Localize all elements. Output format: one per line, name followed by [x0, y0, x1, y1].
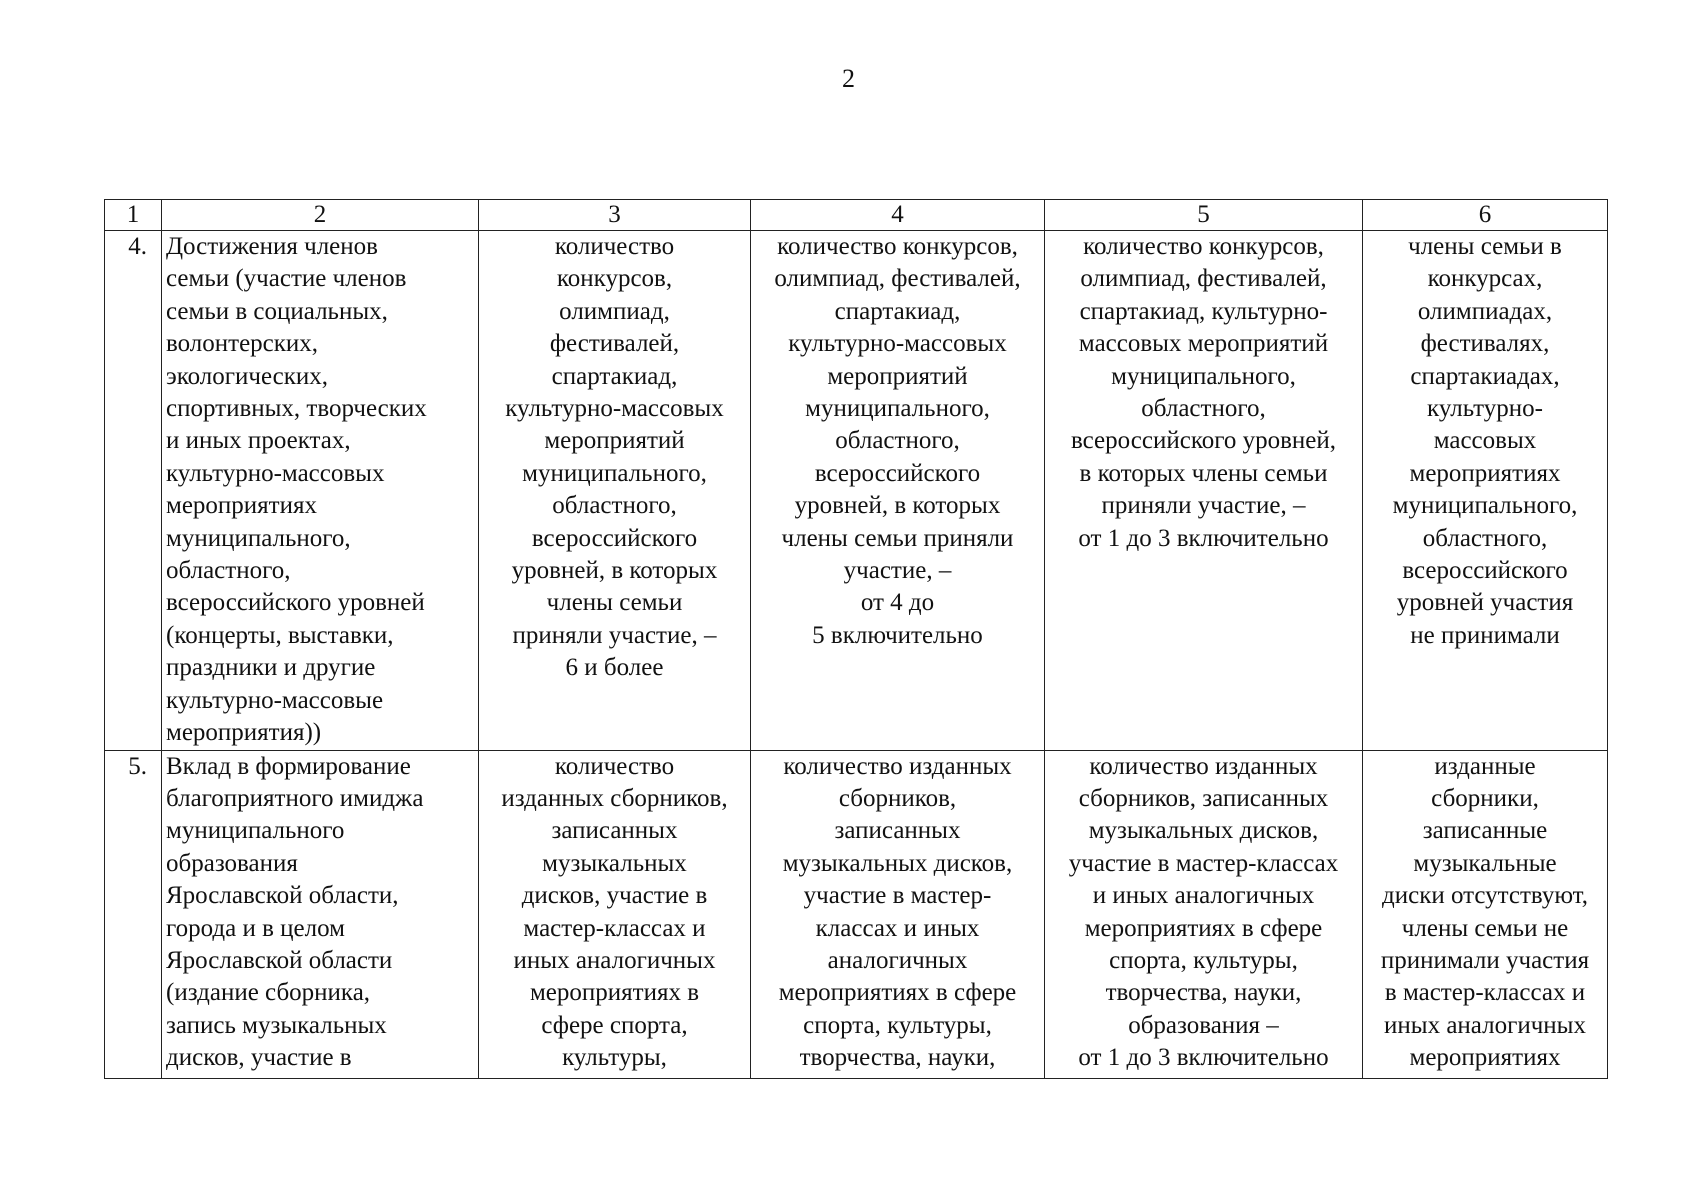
column-number-3: 3 [479, 200, 751, 231]
table-row [105, 231, 1608, 751]
criteria-table-container [104, 199, 1607, 1079]
score-cell-col3: количество конкурсов, олимпиад, фестивалей, спартакиад, культурно-массовых мероприятий муниципального, областного, всероссийского уровней, в которых члены семьи приняли участие, – 6 и более [479, 231, 751, 751]
table-row [105, 750, 1608, 1078]
score-cell-col5: количество изданных сборников, записанных музыкальных дисков, участие в мастер-классах и иных аналогичных мероприятиях в сфере спорта, культуры, творчества, науки, образования – от 1 до 3 включительно [1045, 750, 1363, 1078]
row-number: 4. [105, 231, 162, 751]
score-cell-col6: члены семьи в конкурсах, олимпиадах, фестивалях, спартакиадах, культурно- массовых мероприятиях муниципального, областного, всероссийского уровней участия не принимали [1363, 231, 1608, 751]
column-number-5: 5 [1045, 200, 1363, 231]
score-cell-col5: количество конкурсов, олимпиад, фестивалей, спартакиад, культурно- массовых мероприятий муниципального, областного, всероссийского уровней, в которых члены семьи приняли участие, – от 1 до 3 включительно [1045, 231, 1363, 751]
row-number: 5. [105, 750, 162, 1078]
column-number-2: 2 [162, 200, 479, 231]
criteria-table [104, 199, 1608, 1079]
score-cell-col3: количество изданных сборников, записанных музыкальных дисков, участие в мастер-классах и иных аналогичных мероприятиях в сфере спорта, культуры, [479, 750, 751, 1078]
column-number-6: 6 [1363, 200, 1608, 231]
page-number: 2 [842, 64, 855, 93]
criterion-cell: Вклад в формирование благоприятного имиджа муниципального образования Ярославской области, города и в целом Ярославской области (издание сборника, запись музыкальных дисков, участие в [162, 750, 479, 1078]
table-header-row [105, 200, 1608, 231]
criterion-cell: Достижения членов семьи (участие членов семьи в социальных, волонтерских, экологических, спортивных, творческих и иных проектах, культурно-массовых мероприятиях муниципального, областного, всероссийского уровней (концерты, выставки, праздники и другие культурно-массовые мероприятия)) [162, 231, 479, 751]
column-number-4: 4 [751, 200, 1045, 231]
score-cell-col4: количество конкурсов, олимпиад, фестивалей, спартакиад, культурно-массовых мероприятий муниципального, областного, всероссийского уровней, в которых члены семьи приняли участие, – от 4 до 5 включительно [751, 231, 1045, 751]
column-number-1: 1 [105, 200, 162, 231]
score-cell-col4: количество изданных сборников, записанных музыкальных дисков, участие в мастер- классах и иных аналогичных мероприятиях в сфере спорта, культуры, творчества, науки, [751, 750, 1045, 1078]
score-cell-col6: изданные сборники, записанные музыкальные диски отсутствуют, члены семьи не принимали участия в мастер-классах и иных аналогичных мероприятиях [1363, 750, 1608, 1078]
